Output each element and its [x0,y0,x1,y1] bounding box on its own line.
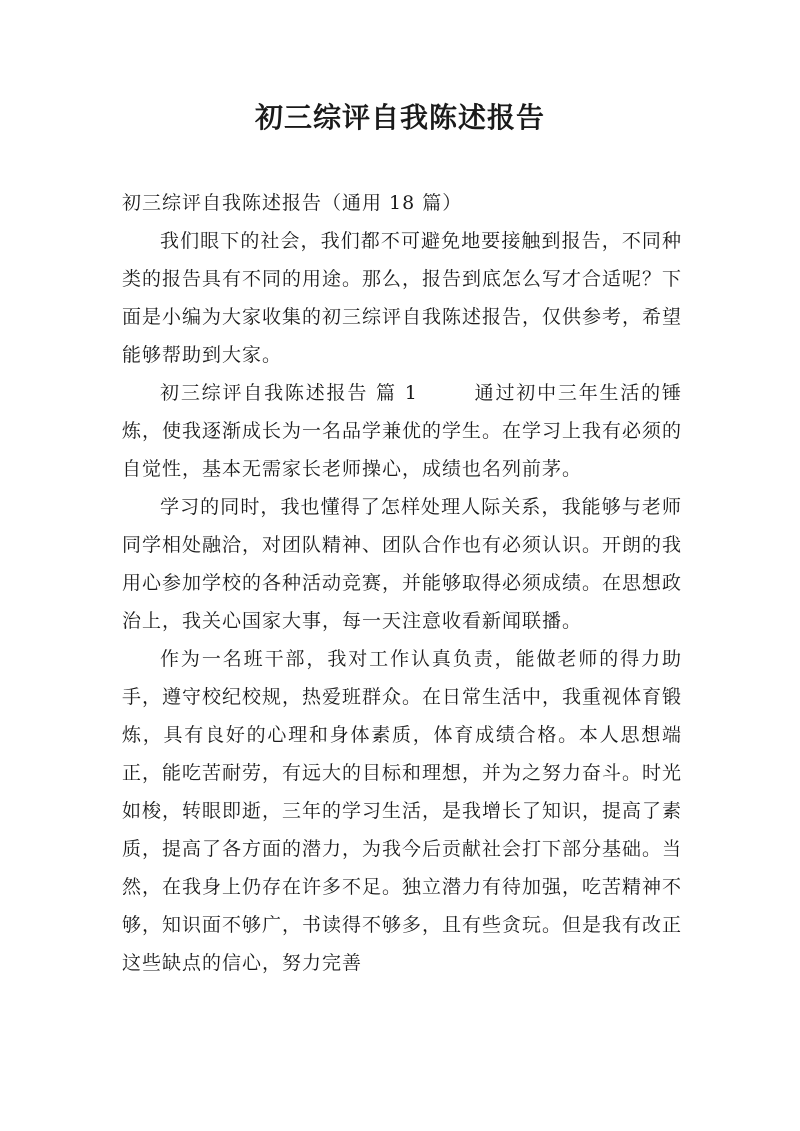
intro-paragraph: 我们眼下的社会，我们都不可避免地要接触到报告，不同种类的报告具有不同的用途。那么，报告到底怎么写才合适呢？下面是小编为大家收集的初三综评自我陈述报告，仅供参考，希望能够帮助到大家。 [122,230,683,366]
paragraph-3: 作为一名班干部，我对工作认真负责，能做老师的得力助手，遵守校纪校规，热爱班群众。在日常生活中，我重视体育锻炼，具有良好的心理和身体素质，体育成绩合格。本人思想端正，能吃苦耐劳，有远大的目标和理想，并为之努力奋斗。时光如梭，转眼即逝，三年的学习生活，是我增长了知识，提高了素质，提高了各方面的潜力，为我今后贡献社会打下部分基础。当然，在我身上仍存在许多不足。独立潜力有待加强，吃苦精神不够，知识面不够广，书读得不够多，且有些贪玩。但是我有改正这些缺点的信心，努力完善 [122,648,683,974]
paragraph-2: 学习的同时，我也懂得了怎样处理人际关系，我能够与老师同学相处融洽，对团队精神、团队合作也有必须认识。开朗的我用心参加学校的各种活动竞赛，并能够取得必须成绩。在思想政治上，我关心国家大事，每一天注意收看新闻联播。 [122,496,683,632]
document-body [122,184,682,982]
section-1-heading: 初三综评自我陈述报告 篇 1 [160,382,418,404]
subtitle-line: 初三综评自我陈述报告（通用 18 篇） [122,192,463,214]
section-1-paragraph [122,374,682,488]
document-title: 初三综评自我陈述报告 [254,101,545,134]
section-1-text: 通过初中三年生活的锤炼，使我逐渐成长为一名品学兼优的学生。在学习上我有必须的自觉性，基本无需家长老师操心，成绩也名列前茅。 [122,382,683,480]
